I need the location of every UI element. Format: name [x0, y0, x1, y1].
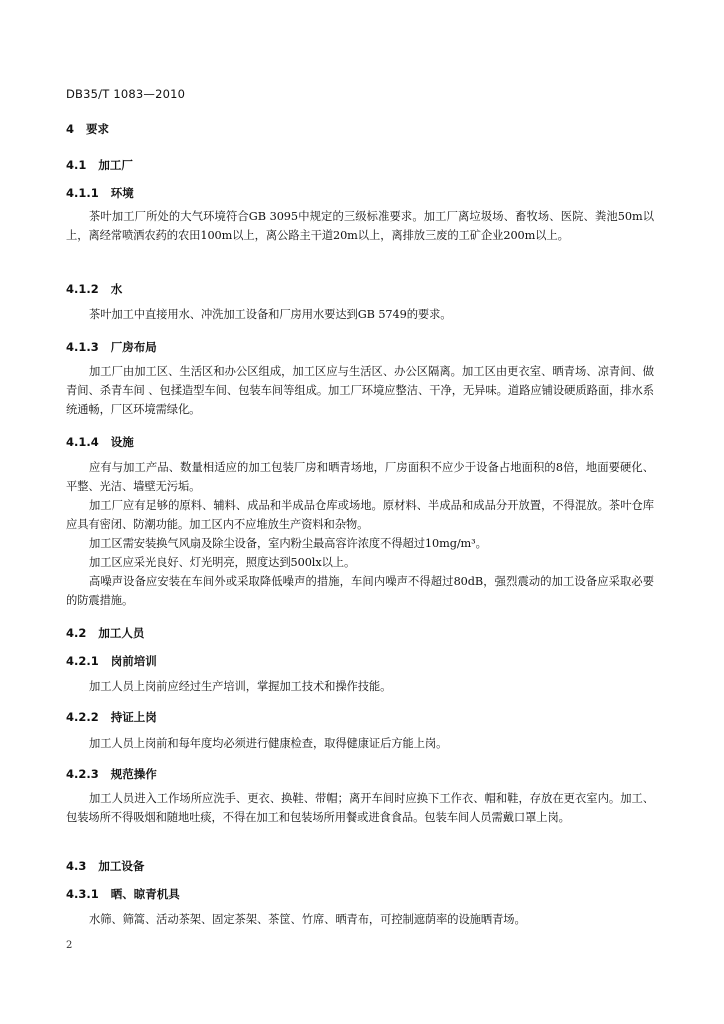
section-heading-4-2-2: [66, 709, 157, 725]
paragraph-facilities-storage: 加工厂应有足够的原料、辅料、成品和半成品仓库或场地。原材料、半成品和成品分开放置，不得混放。茶叶仓库应具有密闭、防潮功能。加工区内不应堆放生产资料和杂物。: [66, 499, 654, 532]
section-heading-4-2: [66, 625, 144, 641]
section-heading-4-1-3: [66, 339, 157, 355]
section-number: 4.2.2: [66, 710, 99, 724]
section-number: 4.2.1: [66, 654, 99, 668]
section-heading-4: [66, 121, 109, 137]
section-title: 加工设备: [98, 859, 145, 873]
section-number: 4.2: [66, 626, 87, 640]
page-number: 2: [66, 940, 73, 951]
section-number: 4.1.2: [66, 282, 99, 296]
section-title: 要求: [86, 122, 110, 136]
section-title: 晒、晾青机具: [110, 887, 180, 901]
section-title: 厂房布局: [110, 340, 157, 354]
paragraph-facilities-dust: 加工区需安装换气风扇及除尘设备，室内粉尘最高容许浓度不得超过10mg/m³。: [89, 537, 487, 550]
paragraph-facilities-space: 应有与加工产品、数量相适应的加工包装厂房和晒青场地，厂房面积不应少于设备占地面积的8倍，地面要硬化、平整、光洁、墙壁无污垢。: [66, 461, 654, 494]
document-code: DB35/T 1083—2010: [66, 87, 186, 101]
paragraph-operations: 加工人员进入工作场所应洗手、更衣、换鞋、带帽；离开车间时应换下工作衣、帽和鞋，存放在更衣室内。加工、包装场所不得吸烟和随地吐痰，不得在加工和包装场所用餐或进食食品。包装车间人员需戴口罩上岗。: [66, 792, 654, 825]
paragraph-water: 茶叶加工中直接用水、冲洗加工设备和厂房用水要达到GB 5749的要求。: [89, 308, 452, 321]
paragraph-withering-equipment: 水筛、筛篙、活动茶架、固定茶架、茶筐、竹席、晒青布，可控制遮荫率的设施晒青场。: [89, 913, 526, 926]
section-heading-4-3: [66, 858, 144, 874]
section-heading-4-1-1: [66, 185, 134, 201]
section-title: 加工人员: [98, 626, 145, 640]
section-number: 4.1.3: [66, 340, 99, 354]
section-title: 规范操作: [110, 767, 157, 781]
paragraph-layout: 加工厂由加工区、生活区和办公区组成，加工区应与生活区、办公区隔离。加工区由更衣室、晒青场、凉青间、做青间、杀青车间 、包揉造型车间、包装车间等组成。加工厂环境应整洁、干净，无异味。道路应铺设硬质路面，排水系统通畅，厂区环境需绿化。: [66, 365, 654, 417]
section-title: 岗前培训: [110, 654, 157, 668]
paragraph-training: 加工人员上岗前应经过生产培训，掌握加工技术和操作技能。: [89, 680, 392, 693]
section-heading-4-1-2: [66, 281, 122, 297]
section-number: 4.1.4: [66, 435, 99, 449]
section-heading-4-1-4: [66, 434, 134, 450]
section-heading-4-3-1: [66, 886, 180, 902]
section-heading-4-1: [66, 157, 133, 173]
section-number: 4.2.3: [66, 767, 99, 781]
section-number: 4: [66, 122, 75, 136]
section-title: 设施: [110, 435, 134, 449]
section-number: 4.3: [66, 859, 87, 873]
section-title: 水: [110, 282, 123, 296]
section-title: 加工厂: [98, 158, 133, 172]
section-heading-4-2-1: [66, 653, 157, 669]
paragraph-environment: 茶叶加工厂所处的大气环境符合GB 3095中规定的三级标准要求。加工厂离垃圾场、畜牧场、医院、粪池50m以上，离经常喷洒农药的农田100m以上，离公路主干道20m以上，离排放三废的工矿企业200m以上。: [66, 210, 654, 243]
paragraph-certification: 加工人员上岗前和每年度均必须进行健康检查，取得健康证后方能上岗。: [89, 737, 448, 750]
section-title: 环境: [110, 186, 134, 200]
section-number: 4.1.1: [66, 186, 99, 200]
paragraph-facilities-noise: 高噪声设备应安装在车间外或采取降低噪声的措施，车间内噪声不得超过80dB，强烈震动的加工设备应采取必要的防震措施。: [66, 575, 654, 608]
section-heading-4-2-3: [66, 766, 157, 782]
paragraph-facilities-lighting: 加工区应采光良好、灯光明亮，照度达到500lx以上。: [89, 556, 356, 569]
section-title: 持证上岗: [110, 710, 157, 724]
section-number: 4.3.1: [66, 887, 99, 901]
section-number: 4.1: [66, 158, 87, 172]
